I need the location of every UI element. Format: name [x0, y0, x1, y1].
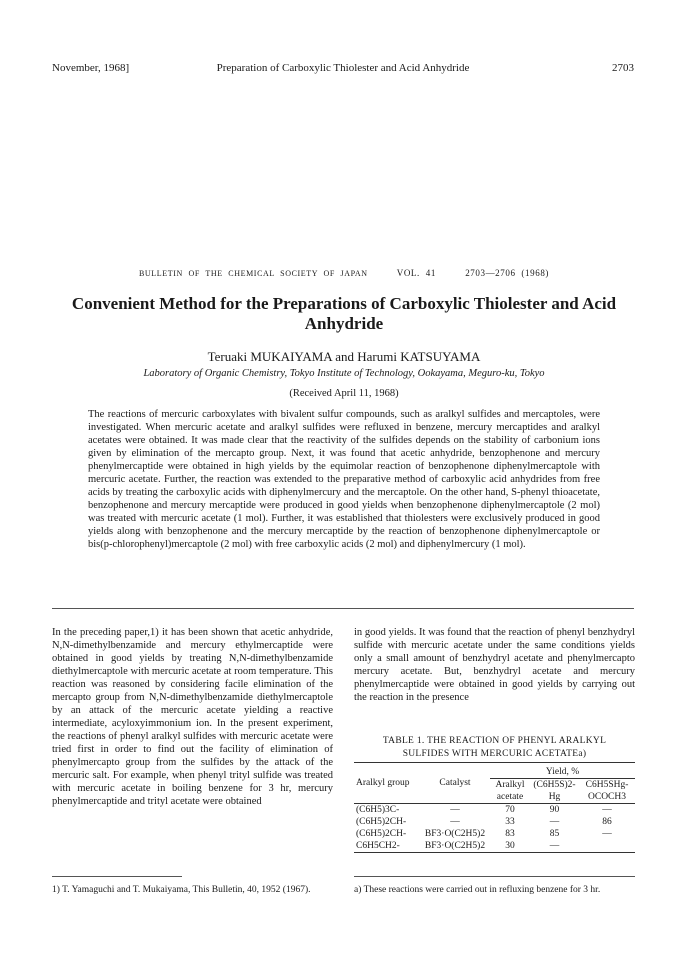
footnote-divider-right — [354, 876, 635, 877]
journal-name: BULLETIN OF THE CHEMICAL SOCIETY OF JAPAN — [138, 269, 368, 278]
header-title: Preparation of Carboxylic Thiolester and Acid Anhydride — [216, 62, 470, 74]
header-date: November, 1968] — [52, 62, 130, 74]
authors: Teruaki MUKAIYAMA and Harumi KATSUYAMA — [207, 349, 481, 364]
journal-volume: VOL. 41 — [396, 268, 436, 278]
col-header-group: Aralkyl group — [354, 763, 420, 804]
body-left-column: In the preceding paper,1) it has been shown that acetic anhydride, N,N-dimethylbenzamide and mercury ethylmercaptide were obtained in good yields by treating N,N-dimethylbenzamide diethylmercaptole with mercuric acetate at room temperature. This reaction was reasoned by considering facile elimination of the mercapto group from N,N-dimethylbenzamide diethylmercaptole by an attack of the mercuric acetate yielding a reactive intermediate, acyloxyimmonium ion. In the present experiment, the reactions of phenyl aralkyl sulfides with mercuric acetate were tried first in order to find out the facility of elimination of phenylmercapto group from the sulfides by the attack of the mercuric salt. For example, when phenyl trityl sulfide was treated with mercuric acetate in boiling benzene for 3 hr, mercury phenylmercaptide and trityl acetate were obtained — [52, 627, 333, 807]
col-header-catalyst: Catalyst — [420, 763, 490, 804]
reaction-table — [354, 762, 635, 853]
journal-line — [0, 268, 688, 278]
footnote-reference: 1) T. Yamaguchi and T. Mukaiyama, This Bulletin, 40, 1952 (1967). — [52, 885, 311, 895]
body-right-column: in good yields. It was found that the reaction of phenyl benzhydryl sulfide with mercuric acetate under the same conditions yields only a small amount of benzhydryl acetate and phenylmercapto mercury acetate. But, benzhydryl acetate and mercury phenylmercaptide were obtained in good yields by carrying out the reaction in the presence — [354, 627, 635, 703]
table-row: (C6H5)2CH- BF3·O(C2H5)2 83 85 — — [356, 828, 612, 839]
sub-col-acetate-mercaptide: C6H5SHg-OCOCH3 — [585, 779, 629, 802]
table-footnote: a) These reactions were carried out in refluxing benzene for 3 hr. — [354, 885, 601, 895]
table-row: (C6H5)2CH- — 33 — 86 — [356, 816, 612, 827]
table-caption — [354, 735, 635, 761]
table-row: C6H5CH2- BF3·O(C2H5)2 30 — — [354, 840, 635, 853]
table-row: (C6H5)3C- — 70 90 — — [354, 803, 635, 816]
sub-col-mercaptide: (C6H5S)2-Hg — [533, 779, 576, 802]
received-date: (Received April 11, 1968) — [289, 388, 399, 399]
footnote-divider-left — [52, 876, 182, 877]
section-divider — [52, 608, 634, 609]
col-header-yield: Yield, % — [490, 763, 635, 779]
sub-col-acetate: Aralkyl acetate — [495, 779, 525, 802]
page-number: 2703 — [612, 62, 634, 74]
paper-title: Convenient Method for the Preparations of Carboxylic Thiolester and Acid Anhydride — [71, 294, 617, 333]
journal-pages: 2703—2706 (1968) — [465, 268, 550, 278]
affiliation: Laboratory of Organic Chemistry, Tokyo Institute of Technology, Ookayama, Meguro-ku, Tokyo — [143, 368, 545, 379]
abstract: The reactions of mercuric carboxylates with bivalent sulfur compounds, such as aralkyl sulfides and mercaptoles, were investigated. When mercuric acetate and aralkyl sulfides were refluxed in benzene, mercury mercaptides and aralkyl acetates were obtained. It was made clear that the reactivity of the sulfides depends on the stability of carbonium ions given by elimination of the mercapto group. Next, it was found that acetic anhydride, benzophenone and mercury phenylmercaptide were obtained in high yields by the equimolar reaction of benzophenone diphenylmercaptole with mercuric acetate. Further, the reaction was extended to the preparative method of carboxylic acid anhydrides from free acids by treating the carboxylic acids with diphenylmercury and the mercaptole. On the other hand, S-phenyl thioacetate, benzophenone and mercury mercaptide were produced in good yields when benzophenone diphenylmercaptole (2 mol) was treated with mercuric acetate (1 mol). Further, it was established that thiolesters were exclusively produced in good yields along with benzophenone and the mercury mercaptide by the reaction of benzophenone diphenylmercaptole or bis(p-chlorophenyl)mercaptole (2 mol) with free carboxylic acids (2 mol) and diphenylmercury (1 mol). — [88, 409, 600, 550]
table-caption-line1: TABLE 1. THE REACTION OF PHENYL ARALKYL — [382, 736, 607, 746]
table-caption-line2: SULFIDES WITH MERCURIC ACETATEa) — [402, 749, 587, 759]
